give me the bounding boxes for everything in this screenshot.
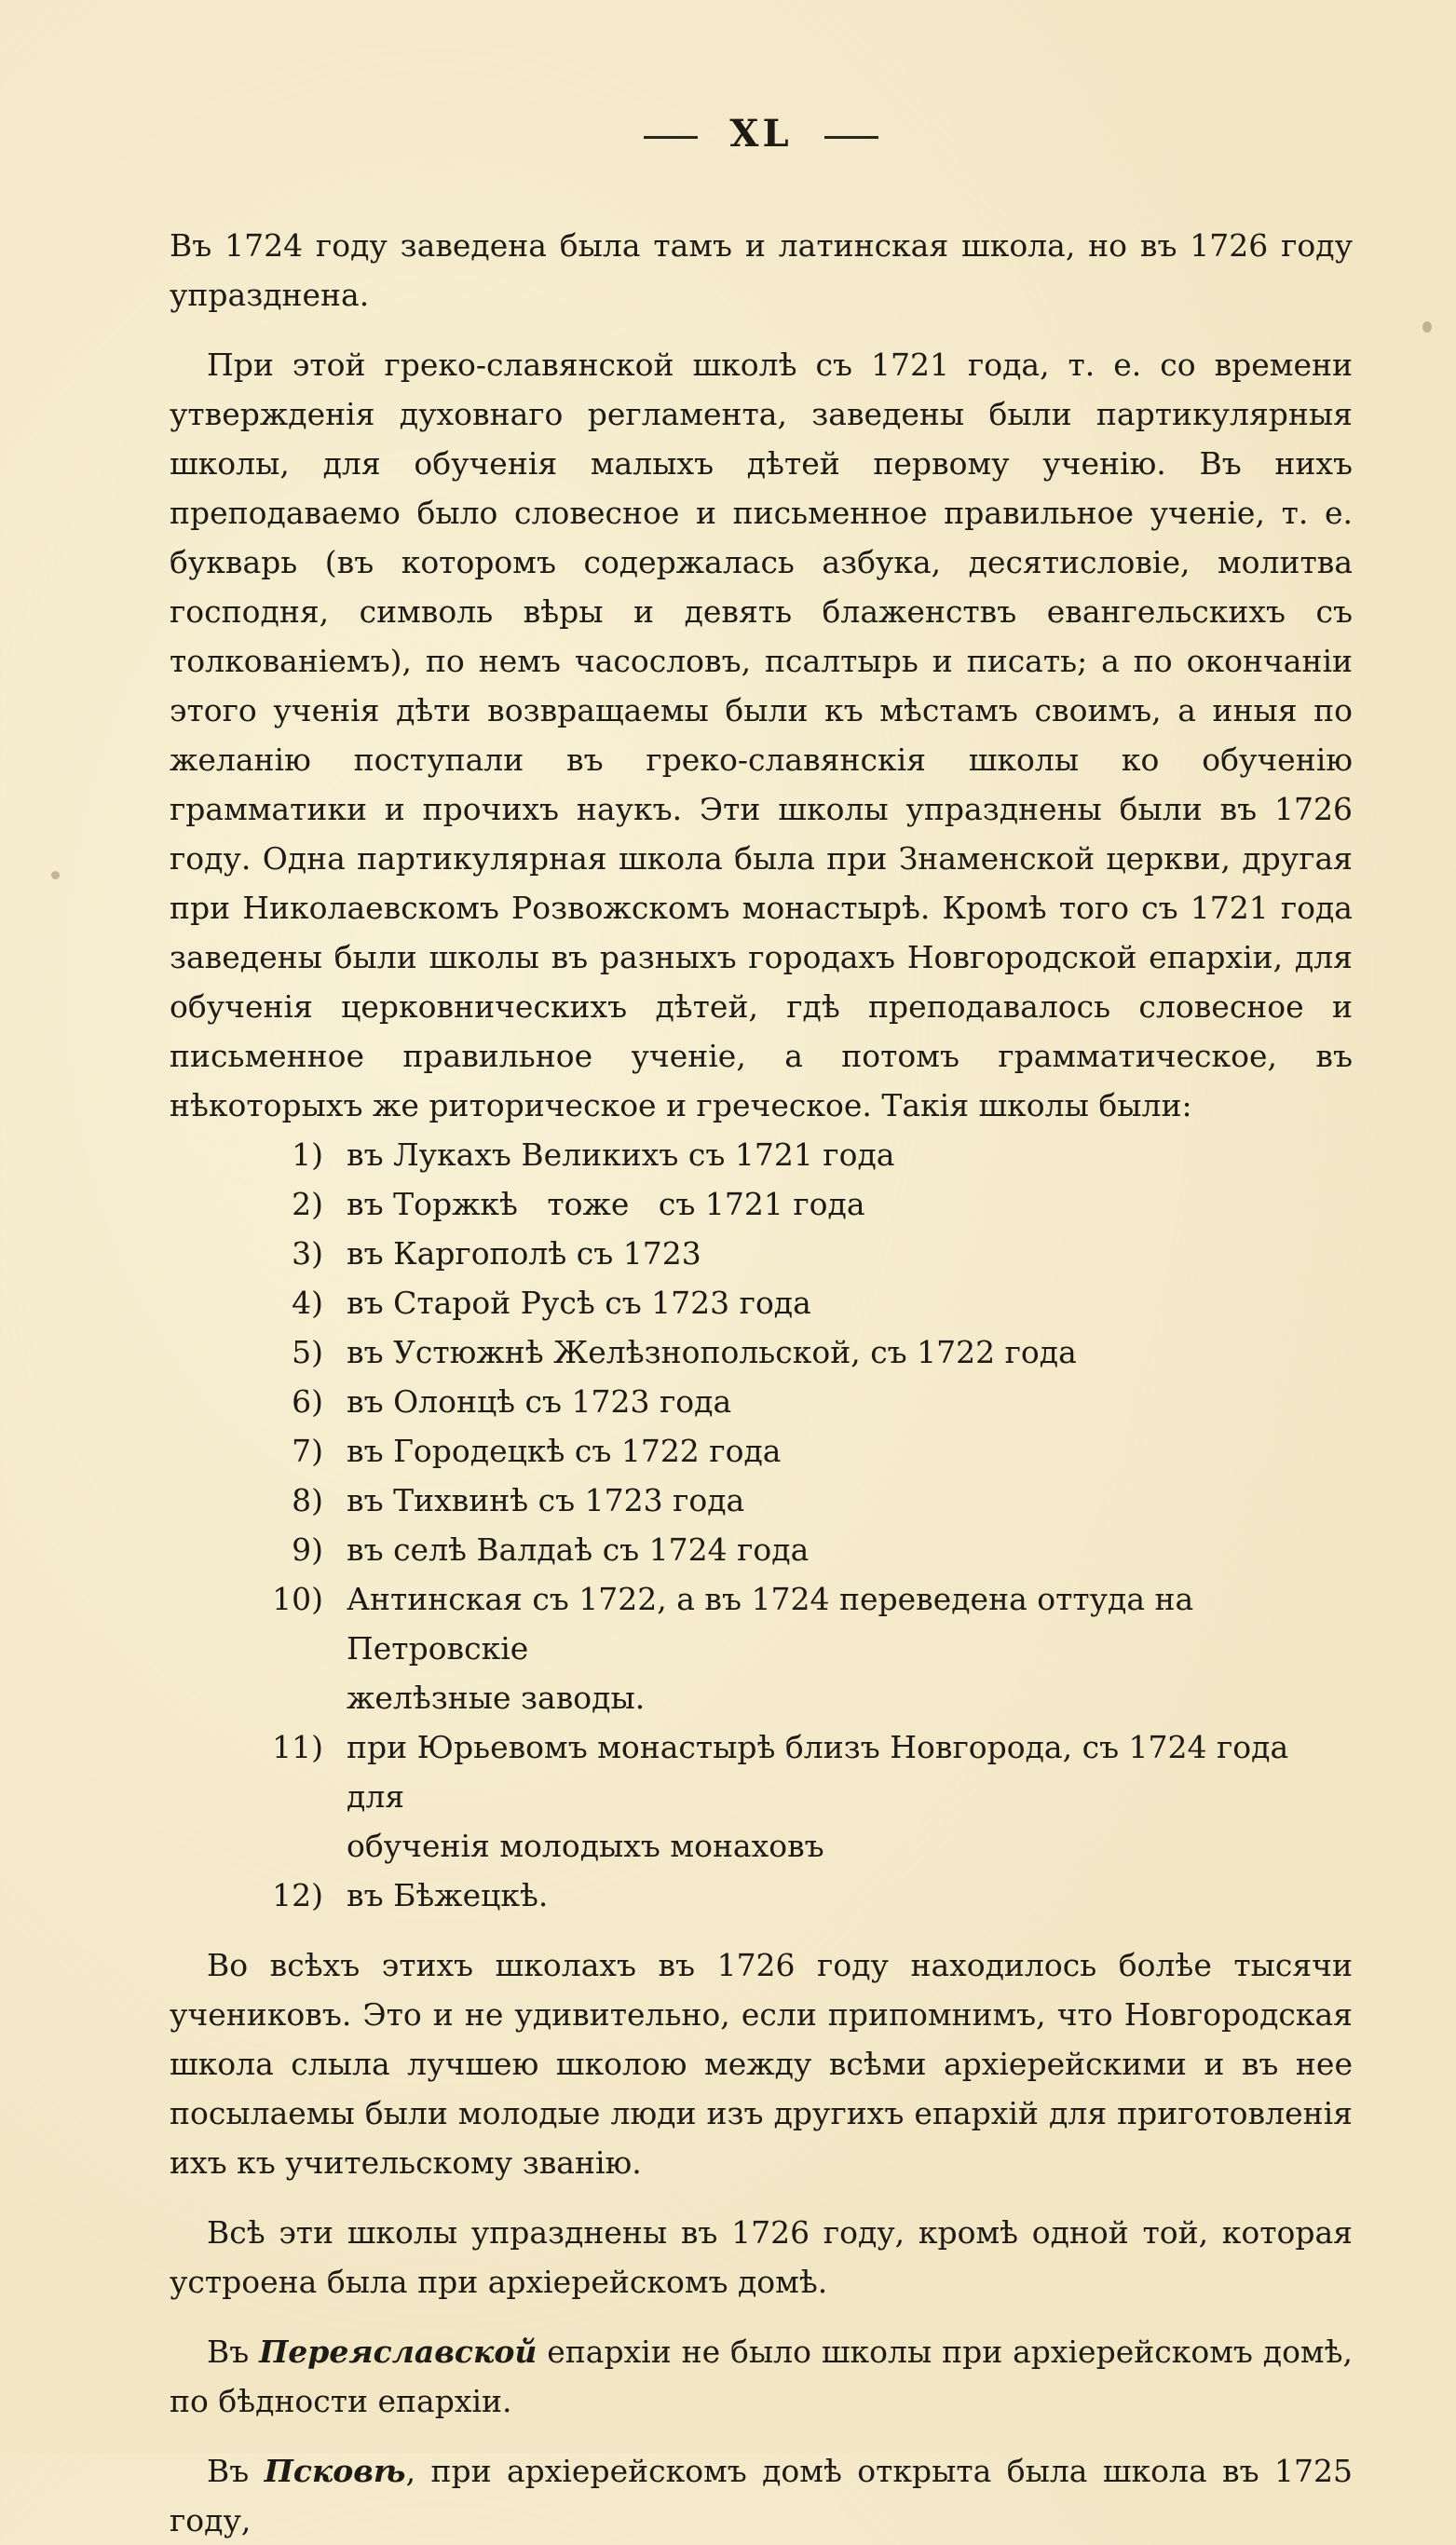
list-text: въ Устюжнѣ Желѣзнопольской, съ 1722 года <box>347 1334 1077 1370</box>
paper-stain <box>51 871 60 879</box>
list-number: 1) <box>292 1136 323 1173</box>
list-number: 3) <box>292 1235 323 1272</box>
header-dash-right <box>824 136 878 139</box>
list-number: 12) <box>272 1877 323 1913</box>
list-text: въ Городецкѣ съ 1722 года <box>347 1433 782 1469</box>
list-item <box>170 1130 1353 1179</box>
paragraph-schools: При этой греко-славянской школѣ съ 1721 года, т. е. со времени утвержденія духовнаго регламента, заведены были партикулярныя школы, для обученія малыхъ дѣтей первому ученію. Въ нихъ преподаваемо было словесное и письменное правильное ученіе, т. е. букварь (въ которомъ содержалась азбука, десятисловіе, молитва господня, символь вѣры и девять блаженствъ евангельскихъ съ толкованіемъ), по немъ часословъ, псалтырь и писать; а по окончаніи этого ученія дѣти возвращаемы были къ мѣстамъ своимъ, а иныя по желанію поступали въ греко-славянскія школы ко обученію грамматики и прочихъ наукъ. Эти школы упразднены были въ 1726 году. Одна партикулярная школа была при Знаменской церкви, другая при Николаевскомъ Розвожскомъ монастырѣ. Кромѣ того съ 1721 года заведены были школы въ разныхъ городахъ Новгородской епархіи, для обученія церковническихъ дѣтей, гдѣ преподавалось словесное и письменное правильное ученіе, а потомъ грамматическое, въ нѣкоторыхъ же риторическое и греческое. Такія школы были: <box>170 347 1353 1123</box>
list-item <box>170 1278 1353 1327</box>
list-text: въ Олонцѣ съ 1723 года <box>347 1383 732 1420</box>
list-item <box>170 1327 1353 1377</box>
list-number: 8) <box>292 1482 323 1518</box>
schools-list <box>170 1130 1353 1920</box>
list-number: 6) <box>292 1383 323 1420</box>
list-number: 7) <box>292 1433 323 1469</box>
list-number: 10) <box>272 1581 323 1617</box>
header-dash-left <box>644 136 698 139</box>
list-item <box>170 1722 1353 1871</box>
intro-paragraph: Въ 1724 году заведена была тамъ и латинская школа, но въ 1726 году упразднена. <box>170 227 1353 313</box>
list-text: въ Каргополѣ съ 1723 <box>347 1235 701 1272</box>
list-text: въ Бѣжецкѣ. <box>347 1877 549 1913</box>
list-number: 9) <box>292 1531 323 1568</box>
list-text: въ Торжкѣ тоже съ 1721 года <box>347 1186 865 1222</box>
list-text: въ Тихвинѣ съ 1723 года <box>347 1482 745 1518</box>
list-item <box>170 1426 1353 1476</box>
paper-stain <box>1422 321 1432 333</box>
text-run: , при архіерейскомъ домѣ открыта была школа въ 1725 году, <box>170 2453 1353 2538</box>
list-text-continuation: желѣзные заводы. <box>347 1680 646 1716</box>
list-text: въ селѣ Валдаѣ съ 1724 года <box>347 1531 810 1568</box>
list-number: 4) <box>292 1285 323 1321</box>
list-item <box>170 1574 1353 1722</box>
list-item <box>170 1229 1353 1278</box>
list-item <box>170 1377 1353 1426</box>
text-run: епархіи не было школы при архіерейскомъ домѣ, по бѣдности епархіи. <box>170 2334 1353 2419</box>
paragraph-pskov <box>170 2446 1353 2545</box>
list-text-continuation: обученія молодыхъ монаховъ <box>347 1828 824 1864</box>
emphasis-city: Псковѣ <box>264 2453 406 2489</box>
list-text: въ Лукахъ Великихъ съ 1721 года <box>347 1136 895 1173</box>
page-header <box>170 112 1353 156</box>
list-text: при Юрьевомъ монастырѣ близъ Новгорода, съ 1724 года для <box>347 1729 1289 1815</box>
emphasis-eparchy: Переяславской <box>259 2334 537 2370</box>
list-item <box>170 1476 1353 1525</box>
list-item <box>170 1179 1353 1229</box>
text-run: Въ <box>207 2334 260 2370</box>
book-page <box>170 112 1353 2545</box>
list-number: 2) <box>292 1186 323 1222</box>
list-item <box>170 1525 1353 1574</box>
list-number: 11) <box>272 1729 323 1765</box>
paragraph-abolished: Всѣ эти школы упразднены въ 1726 году, кромѣ одной той, которая устроена была при архіерейскомъ домѣ. <box>170 2214 1353 2300</box>
paragraph-pereyaslavl <box>170 2327 1353 2426</box>
page-number: XL <box>729 112 793 156</box>
list-text: въ Старой Русѣ съ 1723 года <box>347 1285 811 1321</box>
list-number: 5) <box>292 1334 323 1370</box>
paragraph-students: Во всѣхъ этихъ школахъ въ 1726 году находилось болѣе тысячи учениковъ. Это и не удивительно, если припомнимъ, что Новгородская школа слыла лучшею школою между всѣми архіерейскими и въ нее посылаемы были молодые люди изъ другихъ епархій для приготовленія ихъ къ учительскому званію. <box>170 1947 1353 2181</box>
list-text: Антинская съ 1722, а въ 1724 переведена оттуда на Петровскіе <box>347 1581 1194 1667</box>
text-run: Въ <box>207 2453 265 2489</box>
list-item <box>170 1871 1353 1920</box>
